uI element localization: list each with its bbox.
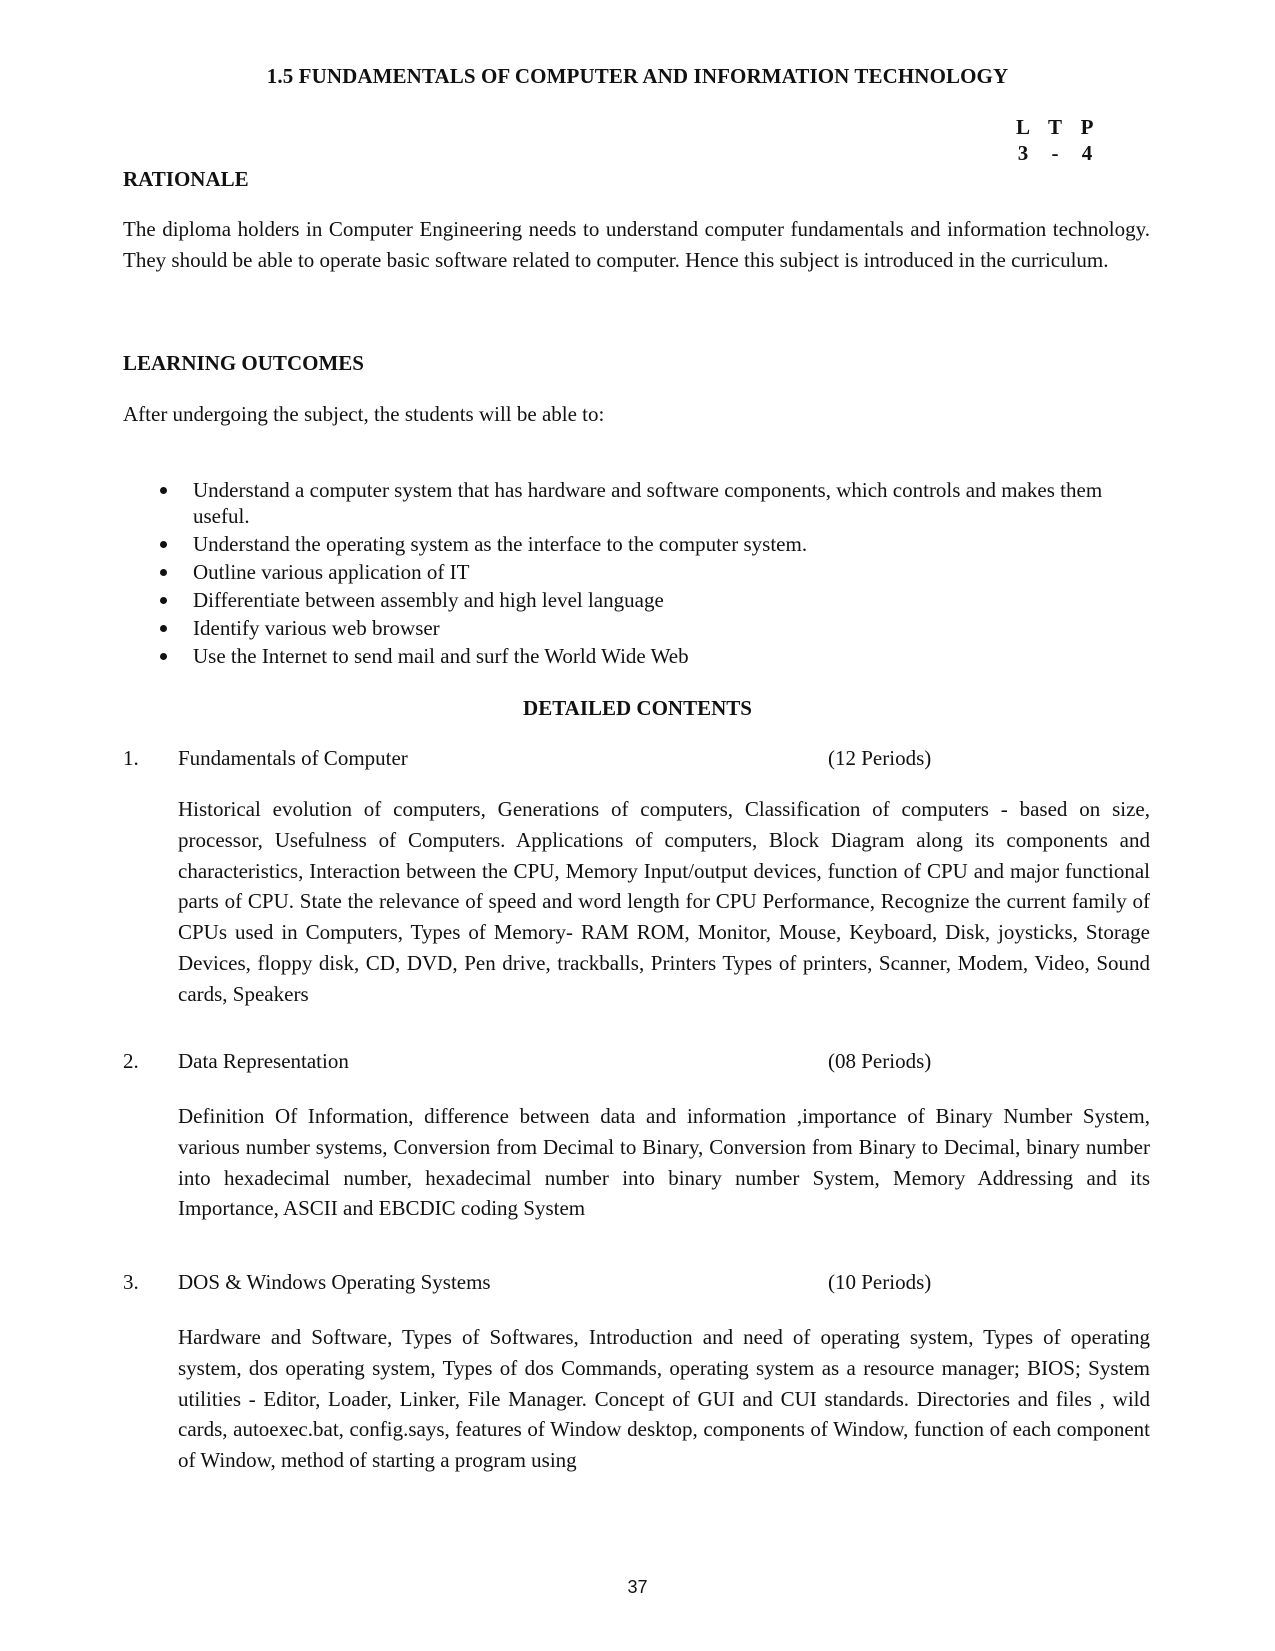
learning-outcomes-intro: After undergoing the subject, the students will be able to: [123,402,605,426]
bullet-icon [160,541,167,548]
list-item [150,559,1150,585]
bullet-icon [160,597,167,604]
learning-outcomes-heading: LEARNING OUTCOMES [123,351,364,375]
list-item [150,531,1150,557]
section-periods: (10 Periods) [828,1270,932,1294]
section-topic: DOS & Windows Operating Systems [178,1270,491,1294]
bullet-icon [160,487,167,494]
page-title: 1.5 FUNDAMENTALS OF COMPUTER AND INFORMATION TECHNOLOGY [266,64,1009,88]
list-item [150,615,1150,641]
ltp-value-p: 4 [1081,141,1093,165]
list-item-text: Differentiate between assembly and high level language [193,588,664,612]
rationale-text: The diploma holders in Computer Engineering needs to understand computer fundamentals and information technology. They should be able to operate basic software related to computer. Hence this subject is introduced in the curriculum. [123,217,1150,272]
section-body: Definition Of Information, difference between data and information ,importance of Binary Number System, various number systems, Conversion from Decimal to Binary, Conversion from Binary to Decimal, binary number into hexadecimal number, hexadecimal number into binary number System, Memory Addressing and its Importance, ASCII and EBCDIC coding System [178,1104,1150,1221]
section-number: 1. [123,746,139,770]
section-periods: (12 Periods) [828,746,932,770]
list-item-text: Understand the operating system as the interface to the computer system. [193,532,808,556]
ltp-value-l: 3 [1017,141,1029,165]
list-item-text: Outline various application of IT [193,560,470,584]
list-item [150,587,1150,613]
section-topic: Data Representation [178,1049,349,1073]
ltp-header-t: T [1047,115,1062,139]
detailed-contents-heading: DETAILED CONTENTS [523,696,752,720]
list-item-text: Use the Internet to send mail and surf the World Wide Web [193,644,689,668]
section-body: Hardware and Software, Types of Softwares, Introduction and need of operating system, Types of operating system, dos operating system, Types of dos Commands, operating system as a resource manager; BIOS; System utilities - Editor, Loader, Linker, File Manager. Concept of GUI and CUI standards. Directories and files , wild cards, autoexec.bat, config.says, features of Window desktop, components of Window, function of each component of Window, method of starting a program using [178,1325,1150,1473]
list-item [150,643,1150,669]
list-item-text: Understand a computer system that has hardware and software components, which controls and makes them useful. [193,478,1103,528]
bullet-icon [160,625,167,632]
ltp-header-l: L [1015,115,1030,139]
section-number: 3. [123,1270,139,1294]
page-number: 37 [627,1577,648,1597]
list-item-text: Identify various web browser [193,616,440,640]
rationale-heading: RATIONALE [123,167,249,191]
learning-outcomes-list [150,477,1150,671]
section-number: 2. [123,1049,139,1073]
section-periods: (08 Periods) [828,1049,932,1073]
section-topic: Fundamentals of Computer [178,746,408,770]
ltp-value-t: - [1051,141,1059,165]
list-item [150,477,1150,529]
bullet-icon [160,569,167,576]
ltp-header-p: P [1080,115,1094,139]
bullet-icon [160,653,167,660]
section-body: Historical evolution of computers, Generations of computers, Classification of computers - based on size, processor, Usefulness of Computers. Applications of computers, Block Diagram along its components and characteristics, Interaction between the CPU, Memory Input/output devices, function of CPU and major functional parts of CPU. State the relevance of speed and word length for CPU Performance, Recognize the current family of CPUs used in Computers, Types of Memory- RAM ROM, Monitor, Mouse, Keyboard, Disk, joysticks, Storage Devices, floppy disk, CD, DVD, Pen drive, trackballs, Printers Types of printers, Scanner, Modem, Video, Sound cards, Speakers [178,797,1150,1006]
